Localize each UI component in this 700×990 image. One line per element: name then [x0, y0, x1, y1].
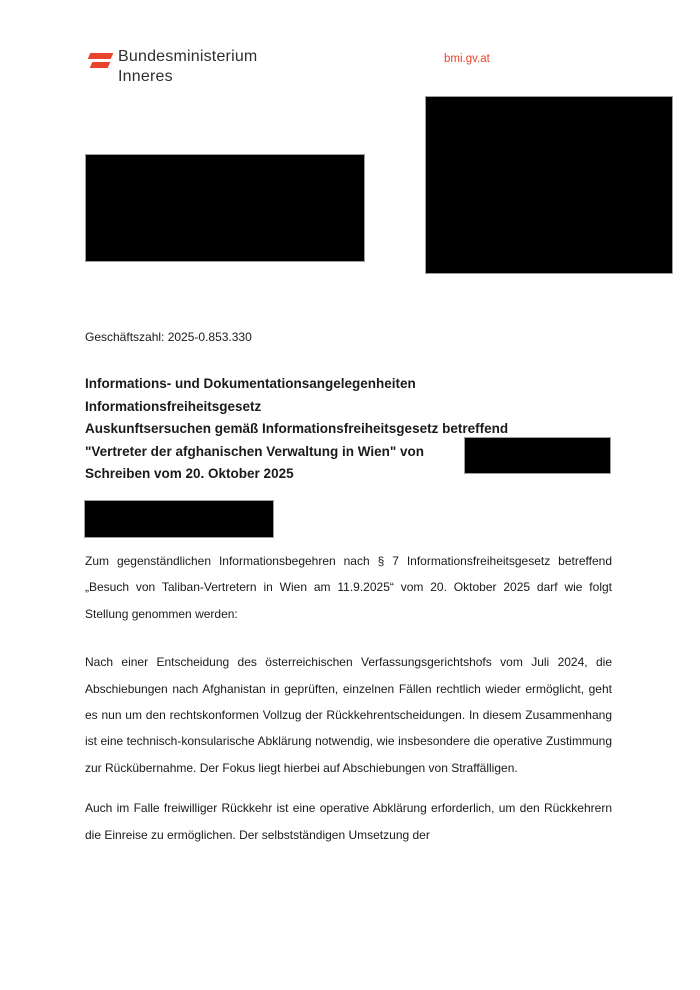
redaction-subject-inline [464, 437, 611, 474]
redaction-header-right [425, 96, 673, 274]
website-link[interactable]: bmi.gv.at [444, 53, 490, 65]
subject-line-1: Informations- und Dokumentationsangelegenheiten [85, 376, 416, 391]
letter-body [85, 548, 612, 848]
redaction-header-left [85, 154, 365, 262]
subject-line-2: Informationsfreiheitsgesetz [85, 398, 262, 414]
paragraph-1: Zum gegenständlichen Informationsbegehren nach § 7 Informationsfreiheitsgesetz betreffend „Besuch von Taliban-Vertretern in Wien am 11.9.2025“ vom 20. Oktober 2025 darf wie folgt Stellung genommen werden: [85, 554, 612, 621]
redaction-below-subject [84, 500, 274, 538]
subject-line-5: Schreiben vom 20. Oktober 2025 [85, 466, 294, 481]
austria-flag-icon [89, 52, 115, 69]
reference-number: Geschäftszahl: 2025-0.853.330 [85, 330, 252, 344]
ministry-unit: Inneres [118, 68, 173, 85]
paragraph-3: Auch im Falle freiwilliger Rückkehr ist eine operative Abklärung erforderlich, um den Rückkehrern die Einreise zu ermöglichen. Der selbstständigen Umsetzung der [85, 801, 612, 842]
paragraph-2: Nach einer Entscheidung des österreichischen Verfassungsgerichtshofs vom Juli 2024, die Abschiebungen nach Afghanistan in geprüften, einzelnen Fällen rechtlich wieder ermöglicht, geht es nun um den rechtskonformen Vollzug der Rückkehrentscheidungen. In diesem Zusammenhang ist eine technisch-konsularische Abklärung notwendig, wie insbesondere die operative Zustimmung zur Rückübernahme. Der Fokus liegt hierbei auf Abschiebungen von Straffälligen. [85, 655, 612, 775]
subject-line-3: Auskunftsersuchen gemäß Informationsfreiheitsgesetz betreffend [85, 421, 509, 436]
flag-bar-top [88, 53, 114, 59]
subject-line-4: "Vertreter der afghanischen Verwaltung in Wien" von [85, 443, 425, 459]
ministry-name: Bundesministerium [118, 48, 258, 65]
flag-bar-bottom [90, 62, 111, 68]
ministry-logo-text [118, 47, 257, 87]
